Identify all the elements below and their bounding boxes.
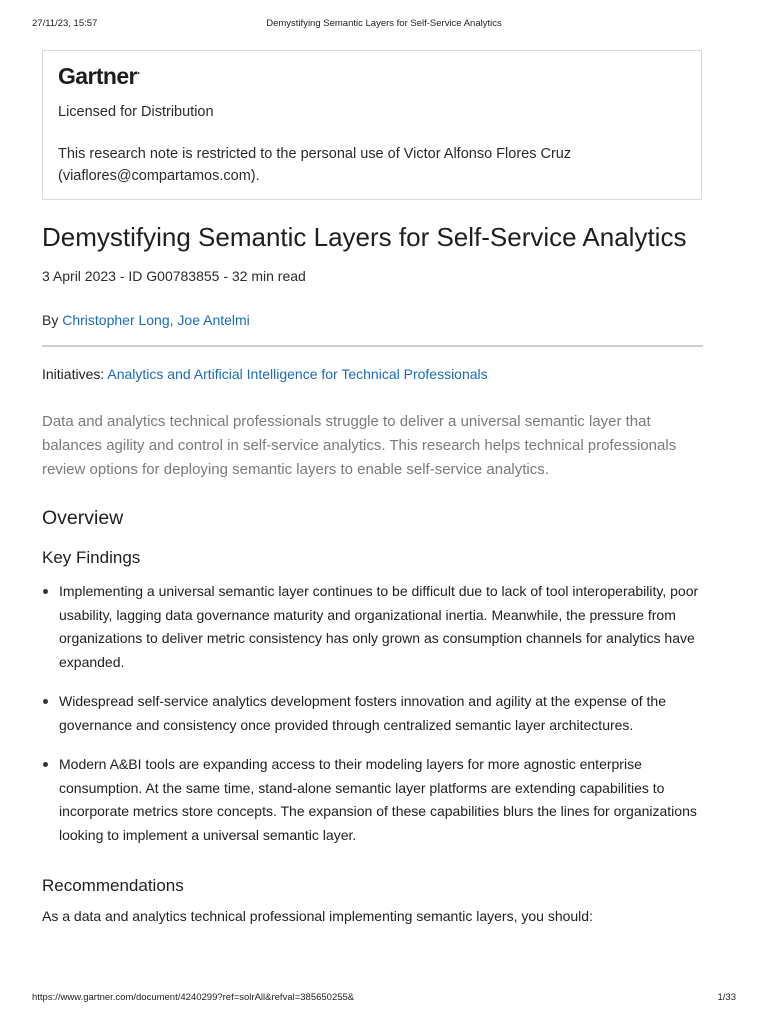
initiatives [42,366,488,382]
by-label: By [42,312,59,328]
authors-link[interactable]: Christopher Long, Joe Antelmi [62,312,250,328]
key-findings-heading: Key Findings [42,548,141,567]
page-number: 1/33 [717,992,736,1003]
recommendations-intro: As a data and analytics technical professional implementing semantic layers, you should: [42,908,593,924]
print-header [32,18,736,32]
key-findings-list [42,580,706,863]
gartner-logo [58,63,140,90]
print-url: https://www.gartner.com/document/4240299?ref=solrAll&refval=385650255& [32,992,355,1003]
licensed-for-distribution: Licensed for Distribution [58,104,214,120]
summary: Data and analytics technical professionals struggle to deliver a universal semantic layer that balances agility and control in self-service analytics. This research helps technical professionals review options for deploying semantic layers to enable self-service analytics. [42,413,677,478]
print-footer [32,992,736,1006]
license-box [42,50,702,200]
print-page-title: Demystifying Semantic Layers for Self-Service Analytics [266,18,502,29]
recommendations-heading: Recommendations [42,876,184,895]
byline [42,312,250,328]
gartner-logo-text: Gartner [58,63,137,89]
initiatives-label: Initiatives: [42,366,105,382]
restricted-note: This research note is restricted to the personal use of Victor Alfonso Flores Cruz (viaflores@compartamos.com). [58,146,572,184]
document-title: Demystifying Semantic Layers for Self-Service Analytics [42,222,687,252]
print-datetime: 27/11/23, 15:57 [32,18,98,29]
key-finding-item: Widespread self-service analytics development fosters innovation and agility at the expense of the governance and consistency once provided through centralized semantic layer architectures. [42,690,706,737]
gartner-logo-dot: . [136,63,140,77]
divider [42,345,703,347]
key-finding-item: Modern A&BI tools are expanding access to their modeling layers for more agnostic enterprise consumption. At the same time, stand-alone semantic layer platforms are extending capabilities to incorporate metrics store concepts. The expansion of these capabilities blurs the lines for organizations looking to implement a universal semantic layer. [42,753,706,847]
initiatives-link[interactable]: Analytics and Artificial Intelligence for Technical Professionals [107,366,488,382]
document-meta: 3 April 2023 - ID G00783855 - 32 min read [42,268,306,284]
overview-heading: Overview [42,507,124,529]
key-finding-item: Implementing a universal semantic layer continues to be difficult due to lack of tool interoperability, poor usability, lagging data governance maturity and organizational inertia. Meanwhile, the pressure from organizations to deliver metric consistency has only grown as consumption channels for analytics have expanded. [42,580,706,674]
